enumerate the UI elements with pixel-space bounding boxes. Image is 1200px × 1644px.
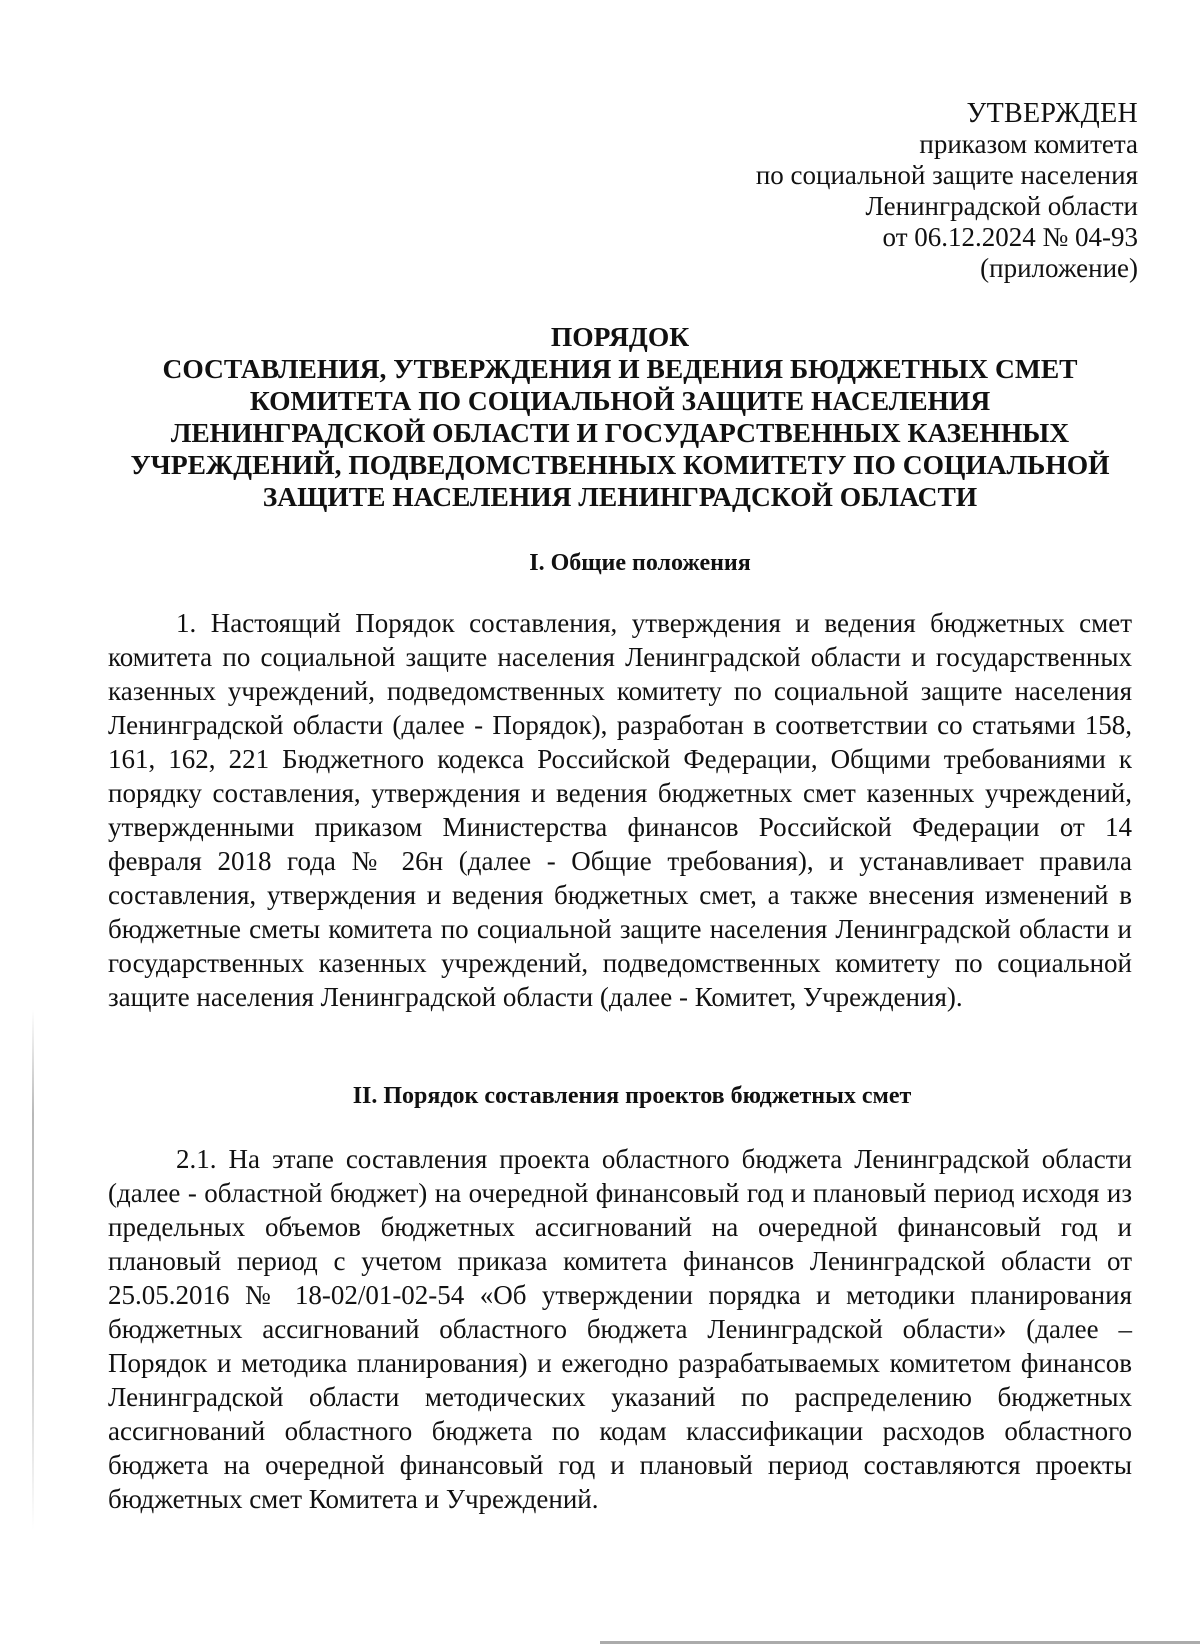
title-line-3: КОМИТЕТА ПО СОЦИАЛЬНОЙ ЗАЩИТЕ НАСЕЛЕНИЯ (249, 385, 991, 416)
approval-line-order: приказом комитета (919, 129, 1138, 159)
section-2-paragraph: 2.1. На этапе составления проекта областного бюджета Ленинградской области (далее - областной бюджет) на очередной финансовый год и плановый период исходя из предельных объемов бюджетных ассигнований на очередной финансовый год и плановый период с учетом приказа комитета финансов Ленинградской области от 25.05.2016 № 18-02/01-02-54 «Об утверждении порядка и методики планирования бюджетных ассигнований областного бюджета Ленинградской области» (далее – Порядок и методика планирования) и ежегодно разрабатываемых комитетом финансов Ленинградской области методических указаний по распределению бюджетных ассигнований областного бюджета по кодам классификации расходов областного бюджета на очередной финансовый год и плановый период составляются проекты бюджетных смет Комитета и Учреждений. (108, 1144, 1132, 1514)
title-line-2: СОСТАВЛЕНИЯ, УТВЕРЖДЕНИЯ И ВЕДЕНИЯ БЮДЖЕТНЫХ СМЕТ (162, 353, 1078, 384)
title-line-5: УЧРЕЖДЕНИЙ, ПОДВЕДОМСТВЕННЫХ КОМИТЕТУ ПО СОЦИАЛЬНОЙ (130, 449, 1110, 480)
title-line-4: ЛЕНИНГРАДСКОЙ ОБЛАСТИ И ГОСУДАРСТВЕННЫХ КАЗЕННЫХ (170, 417, 1070, 448)
section-1-heading: I. Общие положения (529, 550, 751, 576)
document-title (100, 321, 1140, 513)
approved-label: УТВЕРЖДЕН (966, 98, 1138, 129)
approval-line-region: Ленинградской области (865, 191, 1138, 221)
section-1-paragraph: 1. Настоящий Порядок составления, утверждения и ведения бюджетных смет комитета по социальной защите населения Ленинградской области и государственных казенных учреждений, подведомственных комитету по социальной защите населения Ленинградской области (далее - Порядок), разработан в соответствии со статьями 158, 161, 162, 221 Бюджетного кодекса Российской Федерации, Общими требованиями к порядку составления, утверждения и ведения бюджетных смет казенных учреждений, утвержденными приказом Министерства финансов Российской Федерации от 14 февраля 2018 года № 26н (далее - Общие требования), и устанавливает правила составления, утверждения и ведения бюджетных смет, а также внесения изменений в бюджетные сметы комитета по социальной защите населения Ленинградской области и государственных казенных учреждений, подведомственных комитету по социальной защите населения Ленинградской области (далее - Комитет, Учреждения). (108, 608, 1132, 1012)
approval-line-date-number: от 06.12.2024 № 04-93 (882, 222, 1138, 252)
approval-line-committee: по социальной защите населения (755, 160, 1138, 190)
scan-edge-mark (32, 1010, 34, 1530)
approval-line-appendix: (приложение) (980, 253, 1138, 283)
title-line-1: ПОРЯДОК (550, 321, 690, 352)
title-line-6: ЗАЩИТЕ НАСЕЛЕНИЯ ЛЕНИНГРАДСКОЙ ОБЛАСТИ (262, 481, 978, 512)
section-2-heading: II. Порядок составления проектов бюджетных смет (352, 1083, 912, 1109)
approval-stamp-block (756, 98, 1138, 284)
